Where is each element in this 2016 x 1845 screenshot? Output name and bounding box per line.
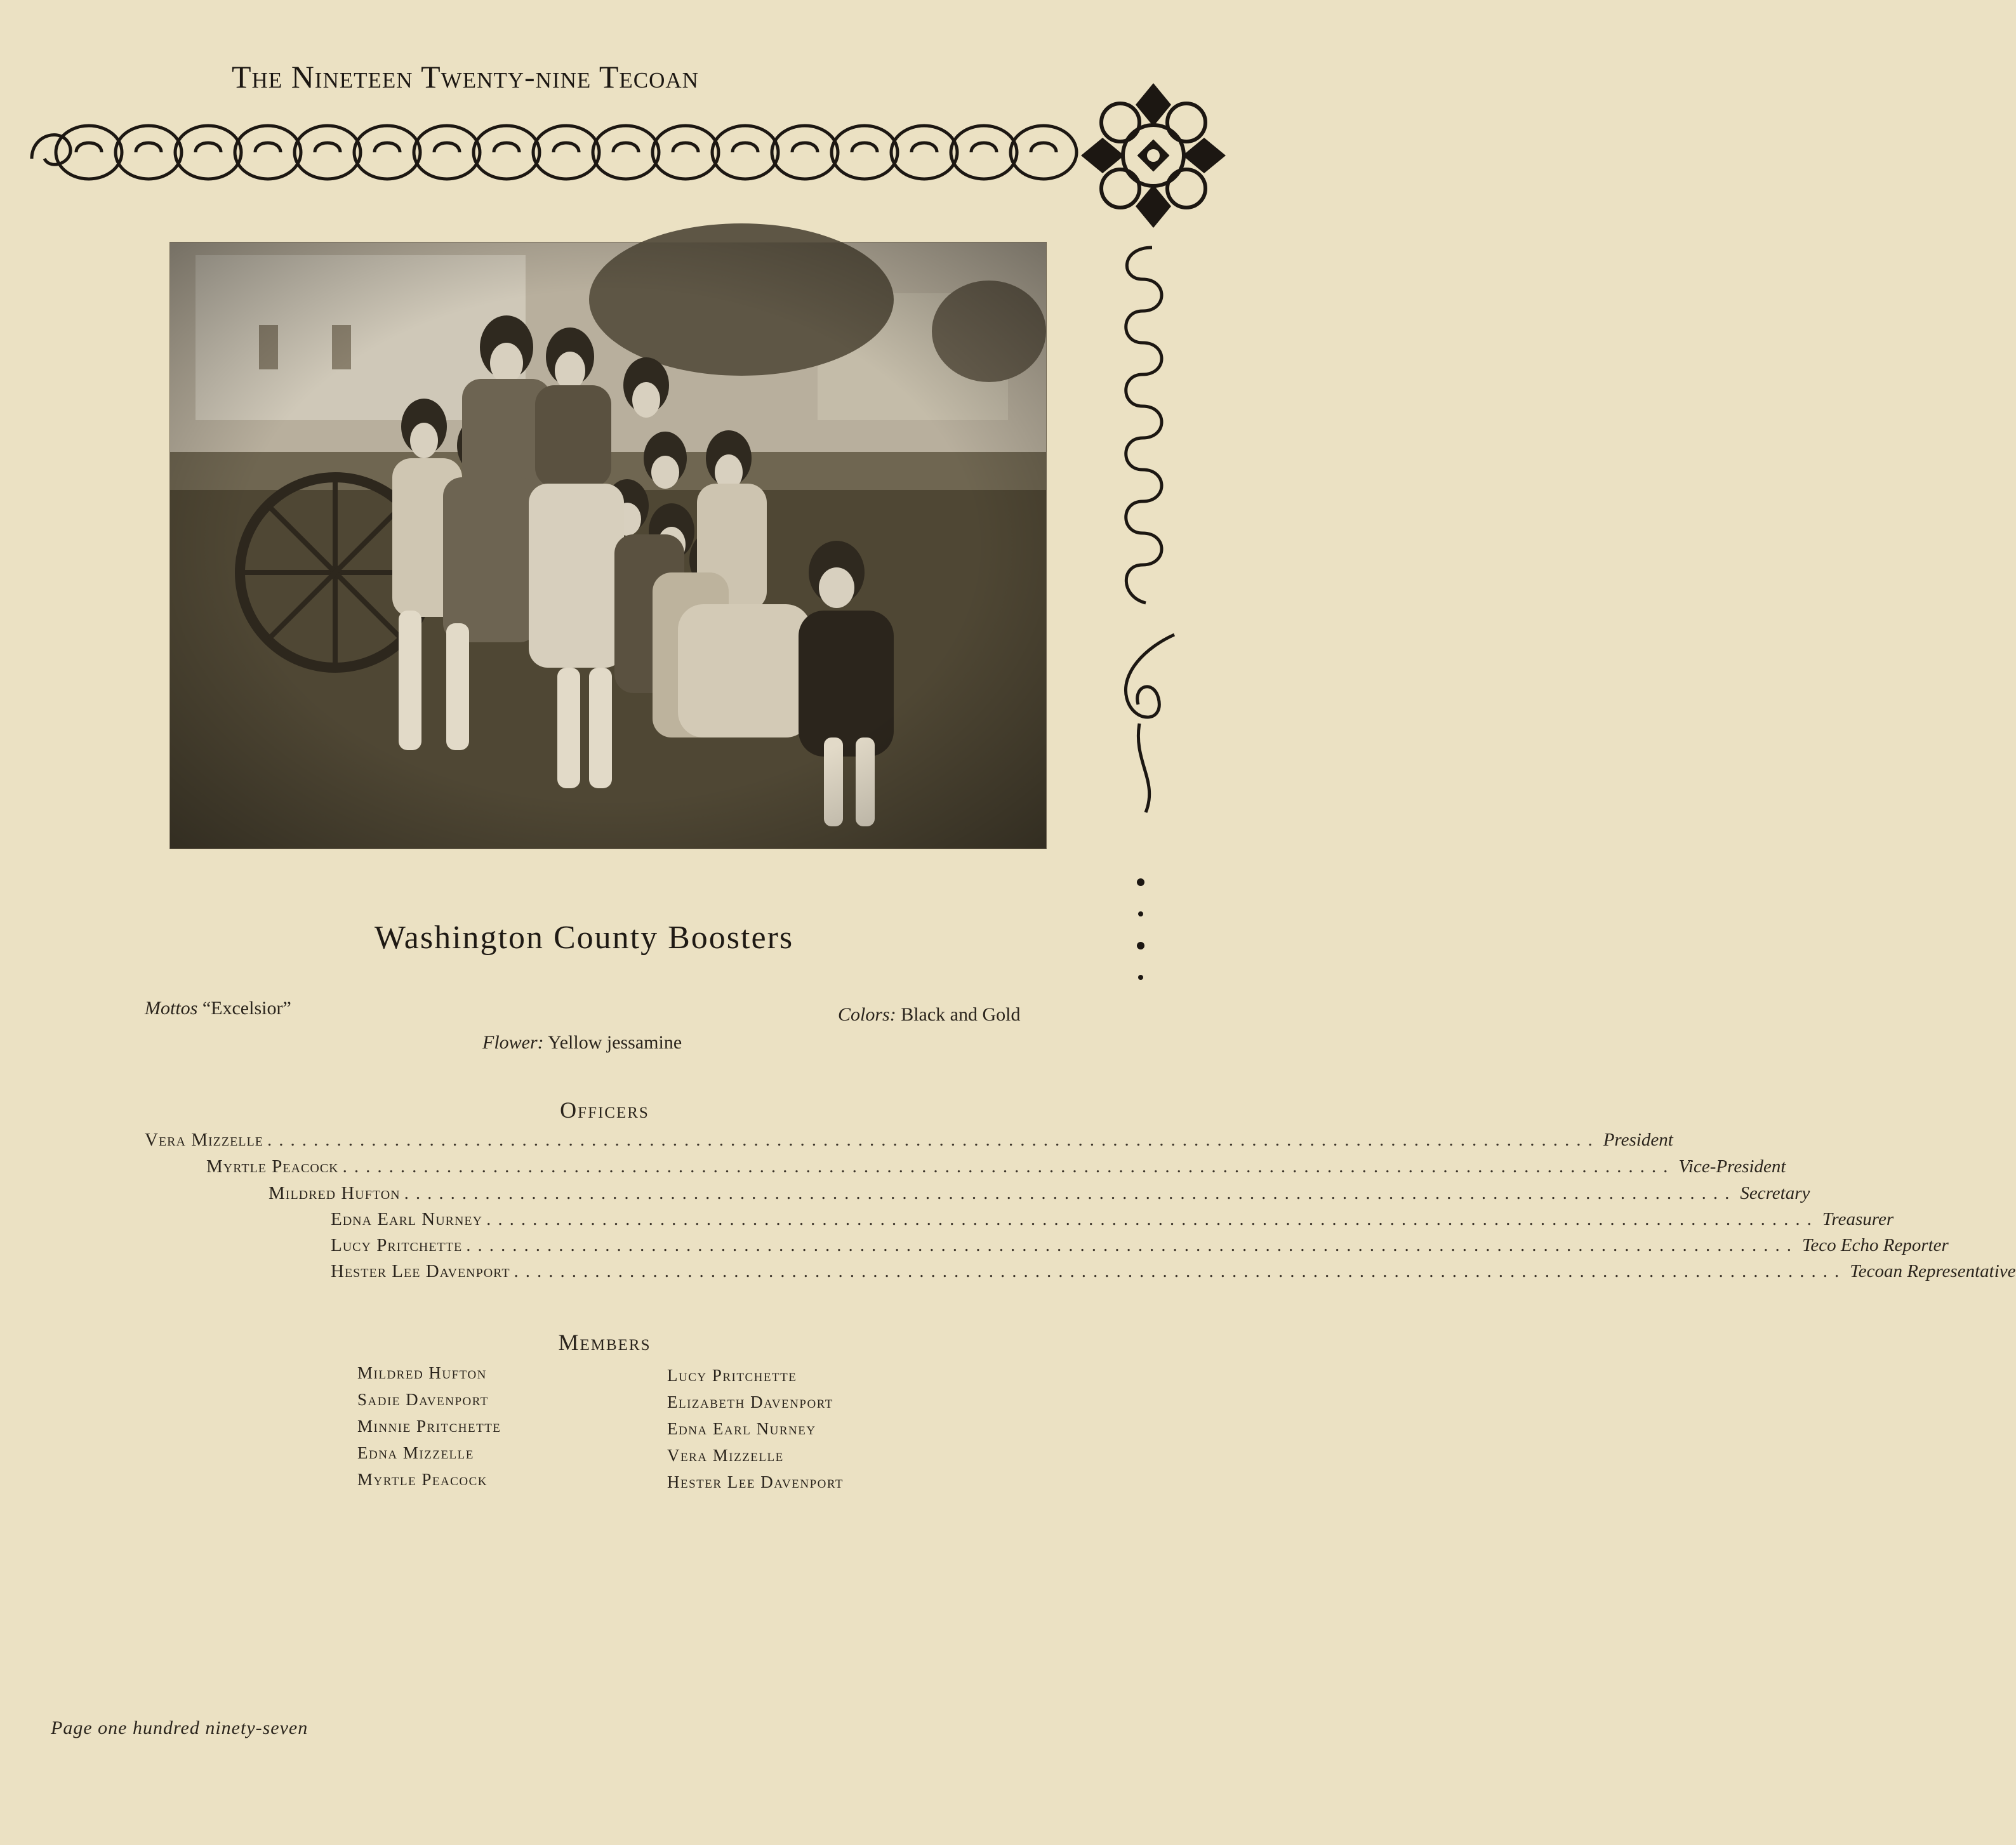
officer-title: Tecoan Representative (1850, 1261, 2016, 1281)
flower (482, 1032, 682, 1054)
officer-title: Treasurer (1822, 1209, 1894, 1229)
officer-title: President (1603, 1130, 1673, 1150)
dot-leader: ................................................................................................................... (466, 1235, 1798, 1255)
member-name: Myrtle Peacock (357, 1470, 487, 1489)
member-name: Edna Earl Nurney (667, 1419, 816, 1438)
officer-name: Myrtle Peacock (206, 1156, 339, 1177)
colors-label: Colors: (838, 1004, 896, 1025)
officer-row (206, 1156, 1786, 1177)
running-title: The Nineteen Twenty-nine Tecoan (232, 59, 699, 95)
members-heading: Members (558, 1330, 651, 1355)
officer-title: Teco Echo Reporter (1801, 1235, 1949, 1255)
officer-title: Vice-President (1678, 1156, 1786, 1177)
motto-value: “Excelsior” (202, 998, 291, 1019)
colors (838, 1004, 1020, 1026)
dot-leader: ................................................................................................................... (514, 1261, 1847, 1281)
page-number: Page one hundred ninety-seven (51, 1717, 308, 1738)
officer-row (331, 1261, 2016, 1282)
corner-ornament-icon (1076, 79, 1231, 232)
officer-row (331, 1235, 1949, 1256)
member-name: Hester Lee Davenport (667, 1472, 844, 1491)
officer-name: Edna Earl Nurney (331, 1209, 483, 1229)
organization-name: Washington County Boosters (374, 920, 794, 956)
ornamental-border (25, 114, 1066, 190)
colors-value: Black and Gold (901, 1004, 1021, 1025)
officers-heading: Officers (560, 1097, 649, 1123)
member-name: Elizabeth Davenport (667, 1392, 833, 1412)
dot-leader: ................................................................................................................... (342, 1156, 1675, 1177)
dot-leader: ................................................................................................................... (267, 1130, 1600, 1150)
officer-name: Hester Lee Davenport (331, 1261, 510, 1281)
member-name: Vera Mizzelle (667, 1446, 784, 1465)
officer-row (331, 1209, 1894, 1230)
officer-name: Vera Mizzelle (145, 1130, 263, 1150)
member-name: Sadie Davenport (357, 1390, 489, 1409)
member-name: Minnie Pritchette (357, 1417, 501, 1436)
group-photograph (170, 242, 1046, 849)
officer-name: Mildred Hufton (269, 1183, 401, 1203)
side-scroll-ornament (1108, 241, 1203, 1003)
flower-label: Flower: (482, 1032, 544, 1053)
member-name: Lucy Pritchette (667, 1366, 797, 1385)
dot-leader: ................................................................................................................... (486, 1209, 1819, 1229)
member-name: Mildred Hufton (357, 1363, 487, 1382)
officer-name: Lucy Pritchette (331, 1235, 463, 1255)
flower-value: Yellow jessamine (548, 1032, 682, 1053)
officer-row (145, 1130, 1673, 1151)
dot-leader: ................................................................................................................... (404, 1183, 1737, 1203)
motto-label: Mottos (145, 998, 198, 1019)
officer-row (269, 1183, 1810, 1204)
officer-title: Secretary (1740, 1183, 1810, 1203)
motto (145, 998, 291, 1019)
member-name: Edna Mizzelle (357, 1443, 474, 1462)
